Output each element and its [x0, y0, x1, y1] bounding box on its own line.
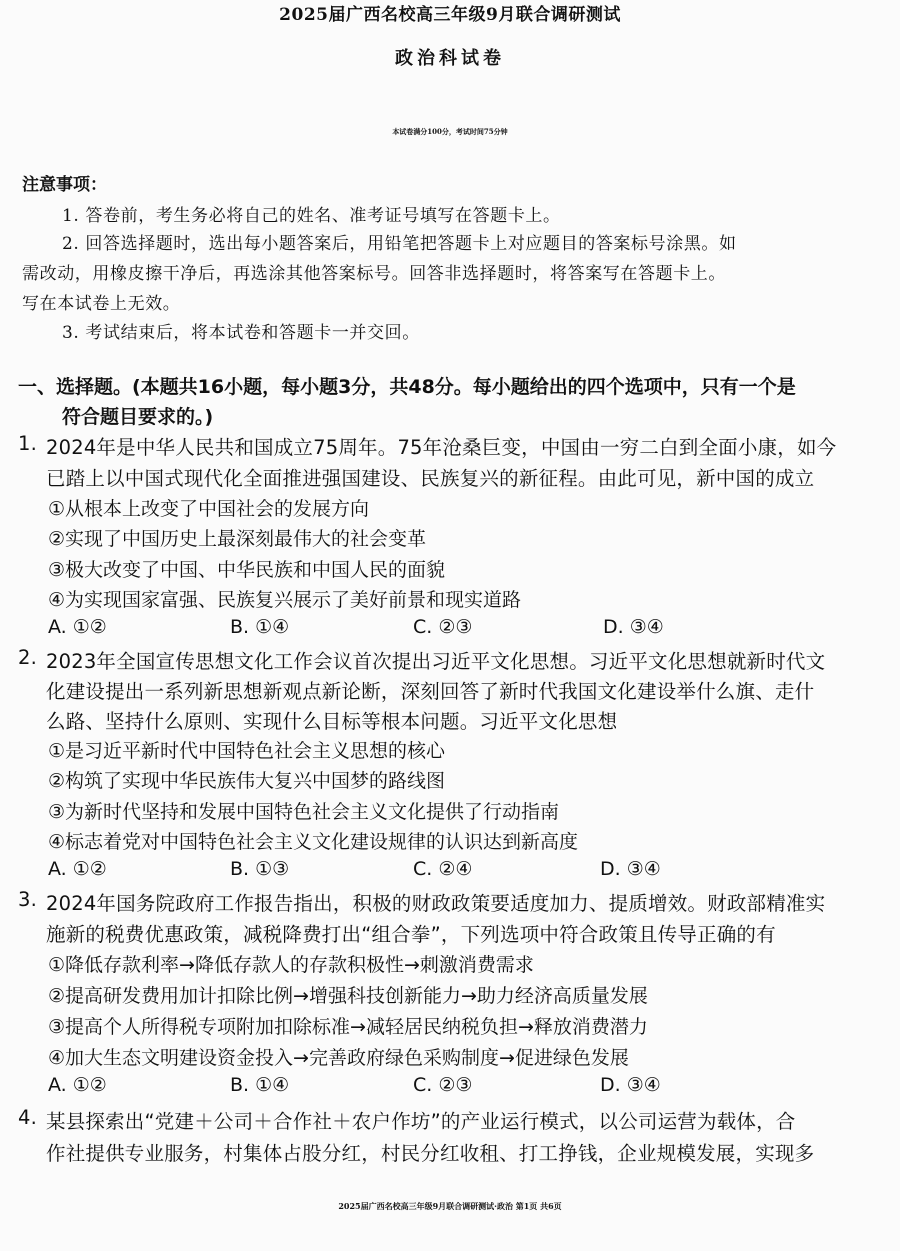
notice-item-1: 1. 答卷前，考生务必将自己的姓名、准考证号填写在答题卡上。: [62, 206, 561, 226]
q2-option-3: ③为新时代坚持和发展中国特色社会主义文化提供了行动指南: [48, 801, 560, 823]
section-heading: 一、选择题。(本题共16小题，每小题3分，共48分。每小题给出的四个选项中，只有一个是: [18, 376, 796, 398]
q3-choice-b: B. ①④: [230, 1074, 290, 1096]
q1-choice-a: A. ①②: [48, 616, 107, 638]
q3-option-2: ②提高研发费用加计扣除比例→增强科技创新能力→助力经济高质量发展: [48, 985, 648, 1007]
q4-stem-cont: 作社提供专业服务，村集体占股分红，村民分红收租、打工挣钱，企业规模发展，实现多: [46, 1142, 815, 1165]
q3-choice-a: A. ①②: [48, 1074, 107, 1096]
q2-option-4: ④标志着党对中国特色社会主义文化建设规律的认识达到新高度: [48, 831, 579, 853]
notice-item-2: 2. 回答选择题时，选出每小题答案后，用铅笔把答题卡上对应题目的答案标号涂黑。如: [62, 234, 737, 254]
q1-choice-c: C. ②③: [413, 616, 473, 638]
q3-option-1: ①降低存款利率→降低存款人的存款积极性→刺激消费需求: [48, 954, 534, 976]
notice-item-2-cont: 需改动，用橡皮擦干净后，再选涂其他答案标号。回答非选择题时，将答案写在答题卡上。: [22, 264, 726, 284]
notice-item-3: 3. 考试结束后，将本试卷和答题卡一并交回。: [62, 323, 420, 343]
exam-title: 2025届广西名校高三年级9月联合调研测试: [279, 5, 621, 25]
q1-option-2: ②实现了中国历史上最深刻最伟大的社会变革: [48, 528, 427, 550]
q3-number: 3.: [18, 888, 38, 911]
q2-stem: 2023年全国宣传思想文化工作会议首次提出习近平文化思想。习近平文化思想就新时代文: [46, 650, 826, 673]
q1-stem-cont: 已踏上以中国式现代化全面推进强国建设、民族复兴的新征程。由此可见，新中国的成立: [46, 467, 815, 490]
q2-choice-c: C. ②④: [413, 858, 473, 880]
q3-option-3: ③提高个人所得税专项附加扣除标准→减轻居民纳税负担→释放消费潜力: [48, 1016, 648, 1038]
notice-item-2-cont2: 写在本试卷上无效。: [22, 294, 181, 314]
page-footer: 2025届广西名校高三年级9月联合调研测试·政治 第1页 共6页: [338, 1201, 562, 1211]
q4-number: 4.: [18, 1106, 38, 1129]
q1-option-1: ①从根本上改变了中国社会的发展方向: [48, 498, 370, 520]
q3-stem: 2024年国务院政府工作报告指出，积极的财政政策要适度加力、提质增效。财政部精准实: [46, 892, 826, 915]
q1-option-3: ③极大改变了中国、中华民族和中国人民的面貌: [48, 559, 446, 581]
q2-number: 2.: [18, 646, 38, 669]
q4-stem: 某县探索出“党建＋公司＋合作社＋农户作坊”的产业运行模式，以公司运营为载体，合: [46, 1110, 796, 1133]
q1-option-4: ④为实现国家富强、民族复兴展示了美好前景和现实道路: [48, 589, 522, 611]
q2-option-2: ②构筑了实现中华民族伟大复兴中国梦的路线图: [48, 770, 446, 792]
q2-choice-b: B. ①③: [230, 858, 290, 880]
q2-stem-cont2: 么路、坚持什么原则、实现什么目标等根本问题。习近平文化思想: [46, 710, 618, 733]
q3-choice-d: D. ③④: [600, 1074, 661, 1096]
q1-number: 1.: [18, 432, 38, 455]
q2-choice-d: D. ③④: [600, 858, 661, 880]
q1-choice-d: D. ③④: [603, 616, 664, 638]
q3-choice-c: C. ②③: [413, 1074, 473, 1096]
q2-choice-a: A. ①②: [48, 858, 107, 880]
q3-option-4: ④加大生态文明建设资金投入→完善政府绿色采购制度→促进绿色发展: [48, 1047, 629, 1069]
q2-option-1: ①是习近平新时代中国特色社会主义思想的核心: [48, 740, 446, 762]
exam-info: 本试卷满分100分，考试时间75分钟: [392, 127, 508, 136]
subject-title: 政治科试卷: [395, 48, 505, 69]
q1-stem: 2024年是中华人民共和国成立75周年。75年沧桑巨变，中国由一穷二白到全面小康，如今: [46, 436, 837, 459]
q1-choice-b: B. ①④: [230, 616, 290, 638]
q3-stem-cont: 施新的税费优惠政策，减税降费打出“组合拳”，下列选项中符合政策且传导正确的有: [46, 923, 776, 946]
notice-heading: 注意事项：: [22, 175, 107, 195]
section-heading-cont: 符合题目要求的。): [62, 406, 214, 428]
q2-stem-cont: 化建设提出一系列新思想新观点新论断，深刻回答了新时代我国文化建设举什么旗、走什: [46, 680, 815, 703]
